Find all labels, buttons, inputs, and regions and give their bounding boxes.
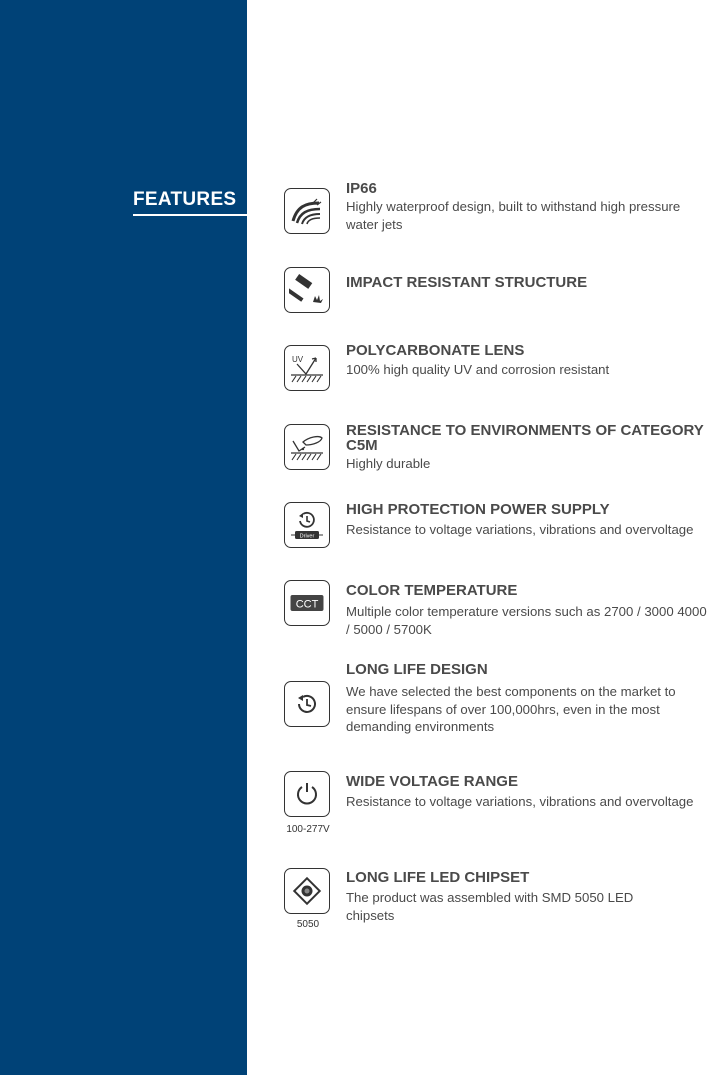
feature-description: We have selected the best components on the market to ensure lifespans of over 100,000hrs, even in the most demanding environments bbox=[346, 684, 676, 734]
water-wave-icon bbox=[284, 188, 330, 234]
feature-title: HIGH PROTECTION POWER SUPPLY bbox=[346, 501, 610, 518]
feature-title: POLYCARBONATE LENS bbox=[346, 342, 525, 359]
feature-description: The product was assembled with SMD 5050 LED chipsets bbox=[346, 890, 634, 923]
sidebar-band bbox=[0, 0, 247, 1075]
feature-description: Highly waterproof design, built to withstand high pressure water jets bbox=[346, 199, 681, 232]
cct-icon bbox=[284, 580, 330, 626]
feature-description: Resistance to voltage variations, vibrations and overvoltage bbox=[346, 794, 694, 809]
feature-title: COLOR TEMPERATURE bbox=[346, 582, 518, 599]
feature-title: IMPACT RESISTANT STRUCTURE bbox=[346, 274, 588, 291]
hammer-impact-icon bbox=[284, 267, 330, 313]
svg-text:UV: UV bbox=[292, 355, 304, 364]
feature-title: LONG LIFE LED CHIPSET bbox=[346, 869, 530, 886]
uv-shield-icon bbox=[284, 345, 330, 391]
chipset-caption: 5050 bbox=[296, 919, 320, 930]
voltage-caption: 100-277V bbox=[286, 824, 330, 835]
driver-icon bbox=[284, 502, 330, 548]
feature-title: LONG LIFE DESIGN bbox=[346, 661, 488, 678]
cct-label: CCT bbox=[295, 598, 319, 611]
power-plug-icon bbox=[284, 771, 330, 817]
feature-description: Resistance to voltage variations, vibrations and overvoltage bbox=[346, 522, 694, 537]
feature-description: Highly durable bbox=[346, 456, 431, 471]
feature-title: RESISTANCE TO ENVIRONMENTS OF CATEGORY C5M bbox=[346, 422, 704, 454]
feature-title: WIDE VOLTAGE RANGE bbox=[346, 773, 518, 790]
feature-description: Multiple color temperature versions such as 2700 / 3000 4000 / 5000 / 5700K bbox=[346, 604, 707, 637]
feature-title: IP66 bbox=[346, 180, 377, 197]
long-life-icon bbox=[284, 681, 330, 727]
corrosion-drop-icon bbox=[284, 424, 330, 470]
led-chip-icon bbox=[284, 868, 330, 914]
feature-description: 100% high quality UV and corrosion resistant bbox=[346, 362, 610, 377]
driver-label: Driver bbox=[299, 533, 315, 540]
features-heading: FEATURES bbox=[133, 189, 247, 216]
